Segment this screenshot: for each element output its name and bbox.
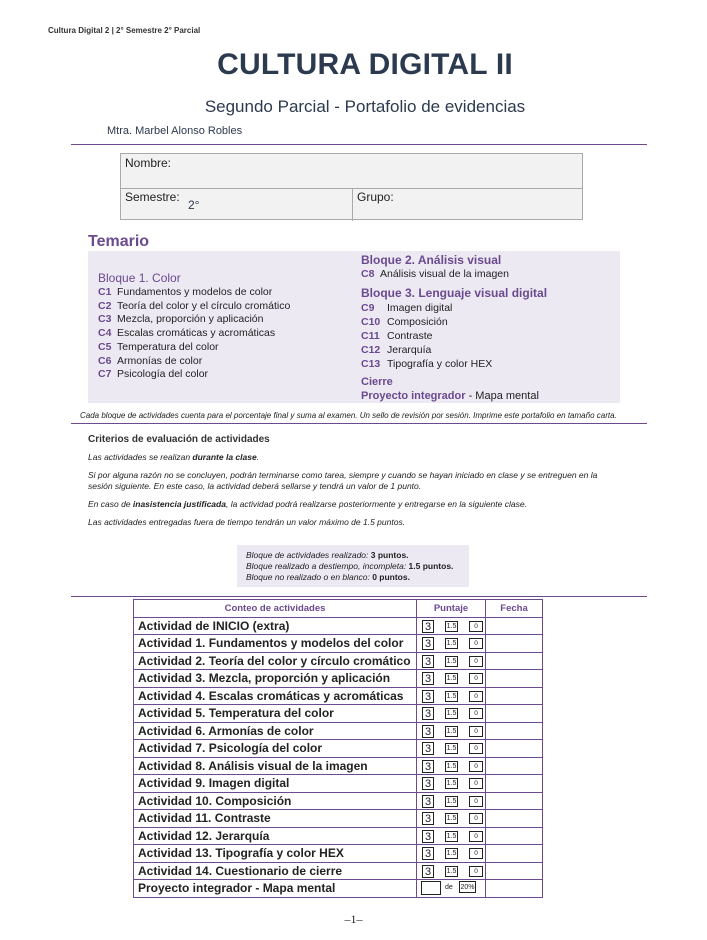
- topic-item: C4 Escalas cromáticas y acromáticas: [98, 327, 276, 340]
- closing-title: Cierre: [361, 376, 393, 388]
- topic-item: C7 Psicología del color: [98, 368, 209, 381]
- table-row: [134, 810, 543, 828]
- activity-name: Actividad 7. Psicología del color: [134, 740, 417, 758]
- portfolio-note: Cada bloque de actividades cuenta para el porcentaje final y suma al examen. Un sello de revisión por sesión. Imprime este portafolio en tamaño carta.: [80, 411, 617, 420]
- score-cell: [417, 862, 486, 880]
- date-cell[interactable]: [486, 880, 543, 898]
- activity-name: Actividad 11. Contraste: [134, 810, 417, 828]
- topic-item: C2 Teoría del color y el círculo cromático: [98, 299, 291, 312]
- score-box-0[interactable]: 0: [469, 813, 483, 824]
- topic-item: C11 Contraste: [361, 330, 433, 342]
- score-box-1-5[interactable]: 1.5: [446, 727, 457, 735]
- table-row: [134, 845, 543, 863]
- table-row: [134, 635, 543, 653]
- divider: [71, 144, 647, 145]
- table-row: [134, 617, 543, 635]
- col-header-count: Conteo de actividades: [134, 600, 417, 618]
- score-cell: [417, 827, 486, 845]
- score-box-3[interactable]: 3: [422, 847, 434, 860]
- date-cell[interactable]: [486, 652, 543, 670]
- table-row: [134, 687, 543, 705]
- score-box-0[interactable]: 0: [469, 761, 483, 772]
- score-box-1-5[interactable]: 1.5: [446, 797, 457, 805]
- score-box-1-5[interactable]: 1.5: [446, 850, 457, 857]
- score-box-0[interactable]: 0: [469, 621, 483, 632]
- activity-name: Actividad 14. Cuestionario de cierre: [134, 862, 417, 880]
- block-2: [361, 253, 509, 281]
- page-number: –1–: [344, 912, 363, 926]
- activity-name: Actividad 10. Composición: [134, 792, 417, 810]
- score-cell: [417, 705, 486, 723]
- percent-box: 20%: [459, 881, 476, 893]
- project-item: Proyecto integrador - Mapa mental: [361, 390, 539, 402]
- topic-item: C6 Armonías de color: [98, 354, 203, 367]
- score-cell: [417, 757, 486, 775]
- date-cell[interactable]: [486, 792, 543, 810]
- project-row: [134, 880, 543, 898]
- student-info-box: [120, 153, 583, 220]
- activity-name: Actividad 4. Escalas cromáticas y acromáticas: [134, 687, 417, 705]
- scoring-line: Bloque no realizado o en blanco: 0 puntos.: [246, 572, 410, 582]
- score-box-1-5[interactable]: 1.5: [446, 692, 457, 700]
- date-cell[interactable]: [486, 617, 543, 635]
- score-box-3[interactable]: 3: [422, 690, 434, 703]
- score-box-0[interactable]: 0: [469, 656, 483, 667]
- date-cell[interactable]: [486, 670, 543, 688]
- activity-name: Actividad 8. Análisis visual de la imagen: [134, 757, 417, 775]
- activity-name: Actividad 6. Armonías de color: [134, 722, 417, 740]
- score-box-3[interactable]: 3: [422, 760, 434, 773]
- table-row: [134, 670, 543, 688]
- criteria-paragraph: Las actividades se realizan durante la clase.: [88, 452, 260, 462]
- divider: [71, 596, 647, 597]
- date-cell[interactable]: [486, 845, 543, 863]
- criteria-paragraph: Las actividades entregadas fuera de tiempo tendrán un valor máximo de 1.5 puntos.: [88, 517, 406, 527]
- activity-name: Actividad 13. Tipografía y color HEX: [134, 845, 417, 863]
- block-3: [361, 286, 547, 371]
- activity-name: Actividad de INICIO (extra): [134, 617, 417, 635]
- score-box-0[interactable]: 0: [469, 743, 483, 754]
- running-header: Cultura Digital 2 | 2° Semestre 2° Parcial: [48, 26, 201, 35]
- score-cell: [417, 670, 486, 688]
- score-cell: [417, 687, 486, 705]
- scoring-line: Bloque realizado a destiempo, incompleta: 1.5 puntos.: [246, 561, 454, 571]
- date-cell[interactable]: [486, 757, 543, 775]
- score-cell: [417, 635, 486, 653]
- score-cell: [417, 617, 486, 635]
- table-row: [134, 827, 543, 845]
- score-box-3[interactable]: 3: [422, 795, 434, 808]
- col-header-date: Fecha: [486, 600, 543, 618]
- score-box-1-5[interactable]: 1.5: [446, 710, 457, 717]
- score-box-3[interactable]: 3: [422, 742, 434, 755]
- table-row: [134, 705, 543, 723]
- scoring-line: Bloque de actividades realizado: 3 puntos.: [246, 550, 409, 560]
- semester-label: Semestre:: [125, 190, 180, 204]
- criteria-paragraph: En caso de inasistencia justificada, la actividad podrá realizarse posteriormente y entregarse en la siguiente clase.: [88, 499, 527, 509]
- temario-heading: Temario: [88, 233, 150, 250]
- score-box-1-5[interactable]: 1.5: [446, 622, 457, 630]
- score-box-1-5[interactable]: 1.5: [446, 867, 457, 875]
- score-box-1-5[interactable]: 1.5: [446, 780, 457, 787]
- score-box-0[interactable]: 0: [469, 673, 483, 684]
- name-field[interactable]: [121, 154, 582, 189]
- score-box-0[interactable]: 0: [469, 691, 483, 702]
- topic-item: C13 Tipografía y color HEX: [361, 358, 493, 370]
- date-cell[interactable]: [486, 827, 543, 845]
- topic-item: C9 Imagen digital: [361, 302, 453, 314]
- temario-panel: [88, 251, 620, 403]
- score-box-1-5[interactable]: 1.5: [446, 657, 457, 665]
- semester-value[interactable]: 2°: [188, 198, 200, 212]
- score-box-3[interactable]: 3: [422, 707, 434, 720]
- score-box-1-5[interactable]: 1.5: [446, 675, 457, 682]
- topic-item: C3 Mezcla, proporción y aplicación: [98, 313, 264, 326]
- table-row: [134, 652, 543, 670]
- score-box-0[interactable]: 0: [469, 866, 483, 877]
- activity-name: Actividad 5. Temperatura del color: [134, 705, 417, 723]
- activity-name: Actividad 3. Mezcla, proporción y aplicación: [134, 670, 417, 688]
- score-cell: [417, 722, 486, 740]
- block-1: [98, 271, 290, 382]
- topic-item: C12 Jerarquía: [361, 344, 432, 356]
- score-box-1-5[interactable]: 1.5: [446, 832, 457, 840]
- score-box-3[interactable]: 3: [422, 620, 434, 633]
- date-cell[interactable]: [486, 740, 543, 758]
- de-label: de: [445, 884, 453, 891]
- block-title: Bloque 3. Lenguaje visual digital: [361, 286, 548, 300]
- score-box-0[interactable]: 0: [469, 638, 483, 649]
- score-box-1-5[interactable]: 1.5: [446, 815, 457, 822]
- date-cell[interactable]: [486, 775, 543, 793]
- score-box-0[interactable]: 0: [469, 848, 483, 859]
- criteria-paragraph: Si por alguna razón no se concluyen, podrán terminarse como tarea, siempre y cuando se hayan iniciado en clase y se entreguen en la sesión siguiente. En este caso, la actividad deberá sellarse y tendrá un valor de 1 punto.: [88, 470, 598, 491]
- block-title: Bloque 1. Color: [98, 271, 181, 285]
- table-row: [134, 862, 543, 880]
- table-row: [134, 722, 543, 740]
- date-cell[interactable]: [486, 862, 543, 880]
- date-cell[interactable]: [486, 722, 543, 740]
- page-title: CULTURA DIGITAL II: [217, 48, 513, 81]
- col-header-score: Puntaje: [417, 600, 486, 618]
- score-box-0[interactable]: 0: [469, 708, 483, 719]
- group-label: Grupo:: [357, 190, 394, 204]
- activity-name: Actividad 12. Jerarquía: [134, 827, 417, 845]
- project-score-cell: [417, 880, 486, 898]
- topic-item: C1 Fundamentos y modelos de color: [98, 286, 273, 298]
- score-box-0[interactable]: 0: [469, 796, 483, 807]
- score-cell: [417, 775, 486, 793]
- score-box-0[interactable]: 0: [469, 778, 483, 789]
- topic-item: C10 Composición: [361, 316, 448, 328]
- table-row: [134, 792, 543, 810]
- score-cell: [417, 792, 486, 810]
- block-title: Bloque 2. Análisis visual: [361, 253, 502, 267]
- activity-name: Actividad 1. Fundamentos y modelos del color: [134, 635, 417, 653]
- teacher-name: Mtra. Marbel Alonso Robles: [107, 125, 243, 137]
- score-box-1-5[interactable]: 1.5: [446, 762, 457, 770]
- score-cell: [417, 652, 486, 670]
- score-box-3[interactable]: 3: [422, 655, 434, 668]
- score-cell: [417, 740, 486, 758]
- score-box-0[interactable]: 0: [469, 726, 483, 737]
- name-label: Nombre:: [125, 156, 172, 170]
- field-separator: [352, 188, 353, 221]
- table-header-row: [134, 600, 543, 618]
- closing-block: [361, 375, 539, 403]
- score-box-3[interactable]: 3: [422, 812, 434, 825]
- date-cell[interactable]: [486, 810, 543, 828]
- project-name: Proyecto integrador - Mapa mental: [134, 880, 417, 898]
- score-box-3[interactable]: 3: [422, 777, 434, 790]
- date-cell[interactable]: [486, 687, 543, 705]
- criteria-heading: Criterios de evaluación de actividades: [88, 434, 270, 445]
- score-cell: [417, 845, 486, 863]
- score-box-1-5[interactable]: 1.5: [446, 640, 457, 647]
- page-subtitle: Segundo Parcial - Portafolio de evidencias: [204, 97, 526, 116]
- activities-table: [133, 599, 543, 898]
- topic-item: C8 Análisis visual de la imagen: [361, 268, 509, 280]
- table-row: [134, 757, 543, 775]
- date-cell[interactable]: [486, 635, 543, 653]
- topic-item: C5 Temperatura del color: [98, 340, 219, 353]
- activity-name: Actividad 9. Imagen digital: [134, 775, 417, 793]
- table-row: [134, 740, 543, 758]
- activity-name: Actividad 2. Teoría del color y círculo cromático: [134, 652, 417, 670]
- date-cell[interactable]: [486, 705, 543, 723]
- score-box-1-5[interactable]: 1.5: [446, 745, 457, 752]
- table-row: [134, 775, 543, 793]
- score-box-3[interactable]: 3: [422, 725, 434, 738]
- score-box-3[interactable]: 3: [422, 830, 434, 843]
- score-cell: [417, 810, 486, 828]
- scoring-box: [237, 545, 469, 587]
- divider: [71, 423, 647, 424]
- project-score-input[interactable]: [421, 881, 441, 895]
- score-box-0[interactable]: 0: [469, 831, 483, 842]
- score-box-3[interactable]: 3: [422, 865, 434, 878]
- score-box-3[interactable]: 3: [422, 637, 434, 650]
- score-box-3[interactable]: 3: [422, 672, 434, 685]
